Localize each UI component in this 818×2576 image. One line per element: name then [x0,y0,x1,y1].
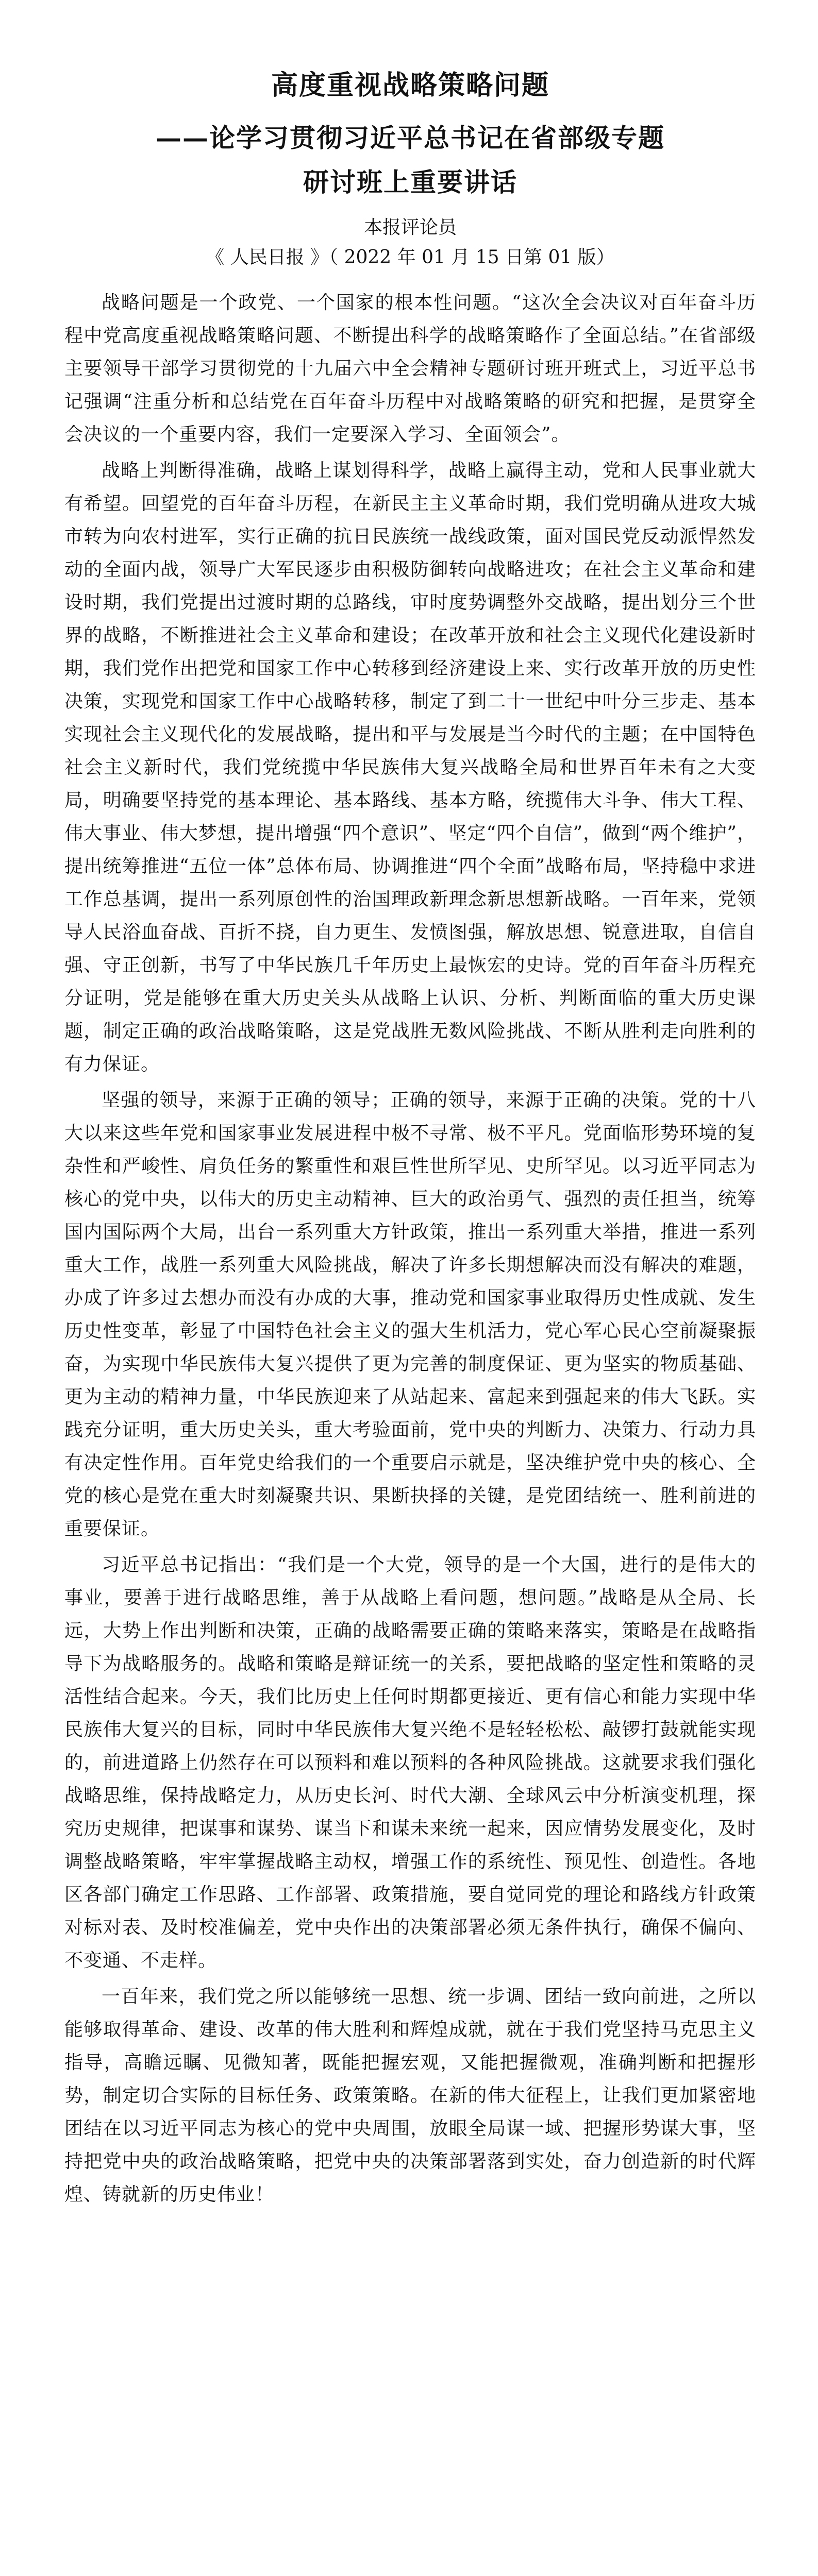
article-paragraph: 坚强的领导，来源于正确的领导；正确的领导，来源于正确的决策。党的十八大以来这些年党和国家事业发展进程中极不寻常、极不平凡。党面临形势环境的复杂性和严峻性、肩负任务的繁重性和艰巨性世所罕见、史所罕见。以习近平同志为核心的党中央，以伟大的历史主动精神、巨大的政治勇气、强烈的责任担当，统筹国内国际两个大局，出台一系列重大方针政策，推出一系列重大举措，推进一系列重大工作，战胜一系列重大风险挑战，解决了许多长期想解决而没有解决的难题，办成了许多过去想办而没有办成的大事，推动党和国家事业取得历史性成就、发生历史性变革，彰显了中国特色社会主义的强大生机活力，党心军心民心空前凝聚振奋，为实现中华民族伟大复兴提供了更为完善的制度保证、更为坚实的物质基础、更为主动的精神力量，中华民族迎来了从站起来、富起来到强起来的伟大飞跃。实践充分证明，重大历史关头，重大考验面前，党中央的判断力、决策力、行动力具有决定性作用。百年党史给我们的一个重要启示就是，坚决维护党中央的核心、全党的核心是党在重大时刻凝聚共识、果断抉择的关键，是党团结统一、胜利前进的重要保证。 [64,1090,756,1539]
article-body [64,286,756,2211]
article-source: 《 人民日报 》（ 2022 年 01 月 15 日第 01 版） [206,247,615,268]
article-title: 高度重视战略策略问题 [271,70,549,101]
article-paragraph: 战略问题是一个政党、一个国家的根本性问题。“这次全会决议对百年奋斗历程中党高度重视战略策略问题、不断提出科学的战略策略作了全面总结。”在省部级主要领导干部学习贯彻党的十九届六中全会精神专题研讨班开班式上，习近平总书记强调“注重分析和总结党在百年奋斗历程中对战略策略的研究和把握，是贯穿全会决议的一个重要内容，我们一定要深入学习、全面领会”。 [64,292,756,445]
article-byline: 本报评论员 [363,217,457,238]
article-paragraph: 习近平总书记指出：“我们是一个大党，领导的是一个大国，进行的是伟大的事业，要善于进行战略思维，善于从战略上看问题，想问题。”战略是从全局、长远，大势上作出判断和决策，正确的战略需要正确的策略来落实，策略是在战略指导下为战略服务的。战略和策略是辩证统一的关系，要把战略的坚定性和策略的灵活性结合起来。今天，我们比历史上任何时期都更接近、更有信心和能力实现中华民族伟大复兴的目标，同时中华民族伟大复兴绝不是轻轻松松、敲锣打鼓就能实现的，前进道路上仍然存在可以预料和难以预料的各种风险挑战。这就要求我们强化战略思维，保持战略定力，从历史长河、时代大潮、全球风云中分析演变机理，探究历史规律，把谋事和谋势、谋当下和谋未来统一起来，因应情势发展变化，及时调整战略策略，牢牢掌握战略主动权，增强工作的系统性、预见性、创造性。各地区各部门确定工作思路、工作部署、政策措施，要自觉同党的理论和路线方针政策对标对表、及时校准偏差，党中央作出的决策部署必须无条件执行，确保不偏向、不变通、不走样。 [64,1554,756,1971]
article-subtitle-line-2: 研讨班上重要讲话 [303,167,517,197]
article-paragraph: 战略上判断得准确，战略上谋划得科学，战略上赢得主动，党和人民事业就大有希望。回望党的百年奋斗历程，在新民主主义革命时期，我们党明确从进攻大城市转为向农村进军，实行正确的抗日民族统一战线政策，面对国民党反动派悍然发动的全面内战，领导广大军民逐步由积极防御转向战略进攻；在社会主义革命和建设时期，我们党提出过渡时期的总路线，审时度势调整外交战略，提出划分三个世界的战略，不断推进社会主义革命和建设；在改革开放和社会主义现代化建设新时期，我们党作出把党和国家工作中心转移到经济建设上来、实行改革开放的历史性决策，实现党和国家工作中心战略转移，制定了到二十一世纪中叶分三步走、基本实现社会主义现代化的发展战略，提出和平与发展是当今时代的主题；在中国特色社会主义新时代，我们党统揽中华民族伟大复兴战略全局和世界百年未有之大变局，明确要坚持党的基本理论、基本路线、基本方略，统揽伟大斗争、伟大工程、伟大事业、伟大梦想，提出增强“四个意识”、坚定“四个自信”，做到“两个维护”，提出统筹推进“五位一体”总体布局、协调推进“四个全面”战略布局，坚持稳中求进工作总基调，提出一系列原创性的治国理政新理念新思想新战略。一百年来，党领导人民浴血奋战、百折不挠，自力更生、发愤图强，解放思想、锐意进取，自信自强、守正创新，书写了中华民族几千年历史上最恢宏的史诗。党的百年奋斗历程充分证明，党是能够在重大历史关头从战略上认识、分析、判断面临的重大历史课题，制定正确的政治战略策略，这是党战胜无数风险挑战、不断从胜利走向胜利的有力保证。 [64,460,756,1075]
article-subtitle-line-1: ——论学习贯彻习近平总书记在省部级专题 [156,123,665,153]
article-paragraph: 一百年来，我们党之所以能够统一思想、统一步调、团结一致向前进，之所以能够取得革命、建设、改革的伟大胜利和辉煌成就，就在于我们党坚持马克思主义指导，高瞻远瞩、见微知著，既能把握宏观，又能把握微观，准确判断和把握形势，制定切合实际的目标任务、政策策略。在新的伟大征程上，让我们更加紧密地团结在以习近平同志为核心的党中央周围，放眼全局谋一域、把握形势谋大事，坚持把党中央的政治战略策略，把党中央的决策部署落到实处，奋力创造新的时代辉煌、铸就新的历史伟业！ [64,1986,756,2205]
